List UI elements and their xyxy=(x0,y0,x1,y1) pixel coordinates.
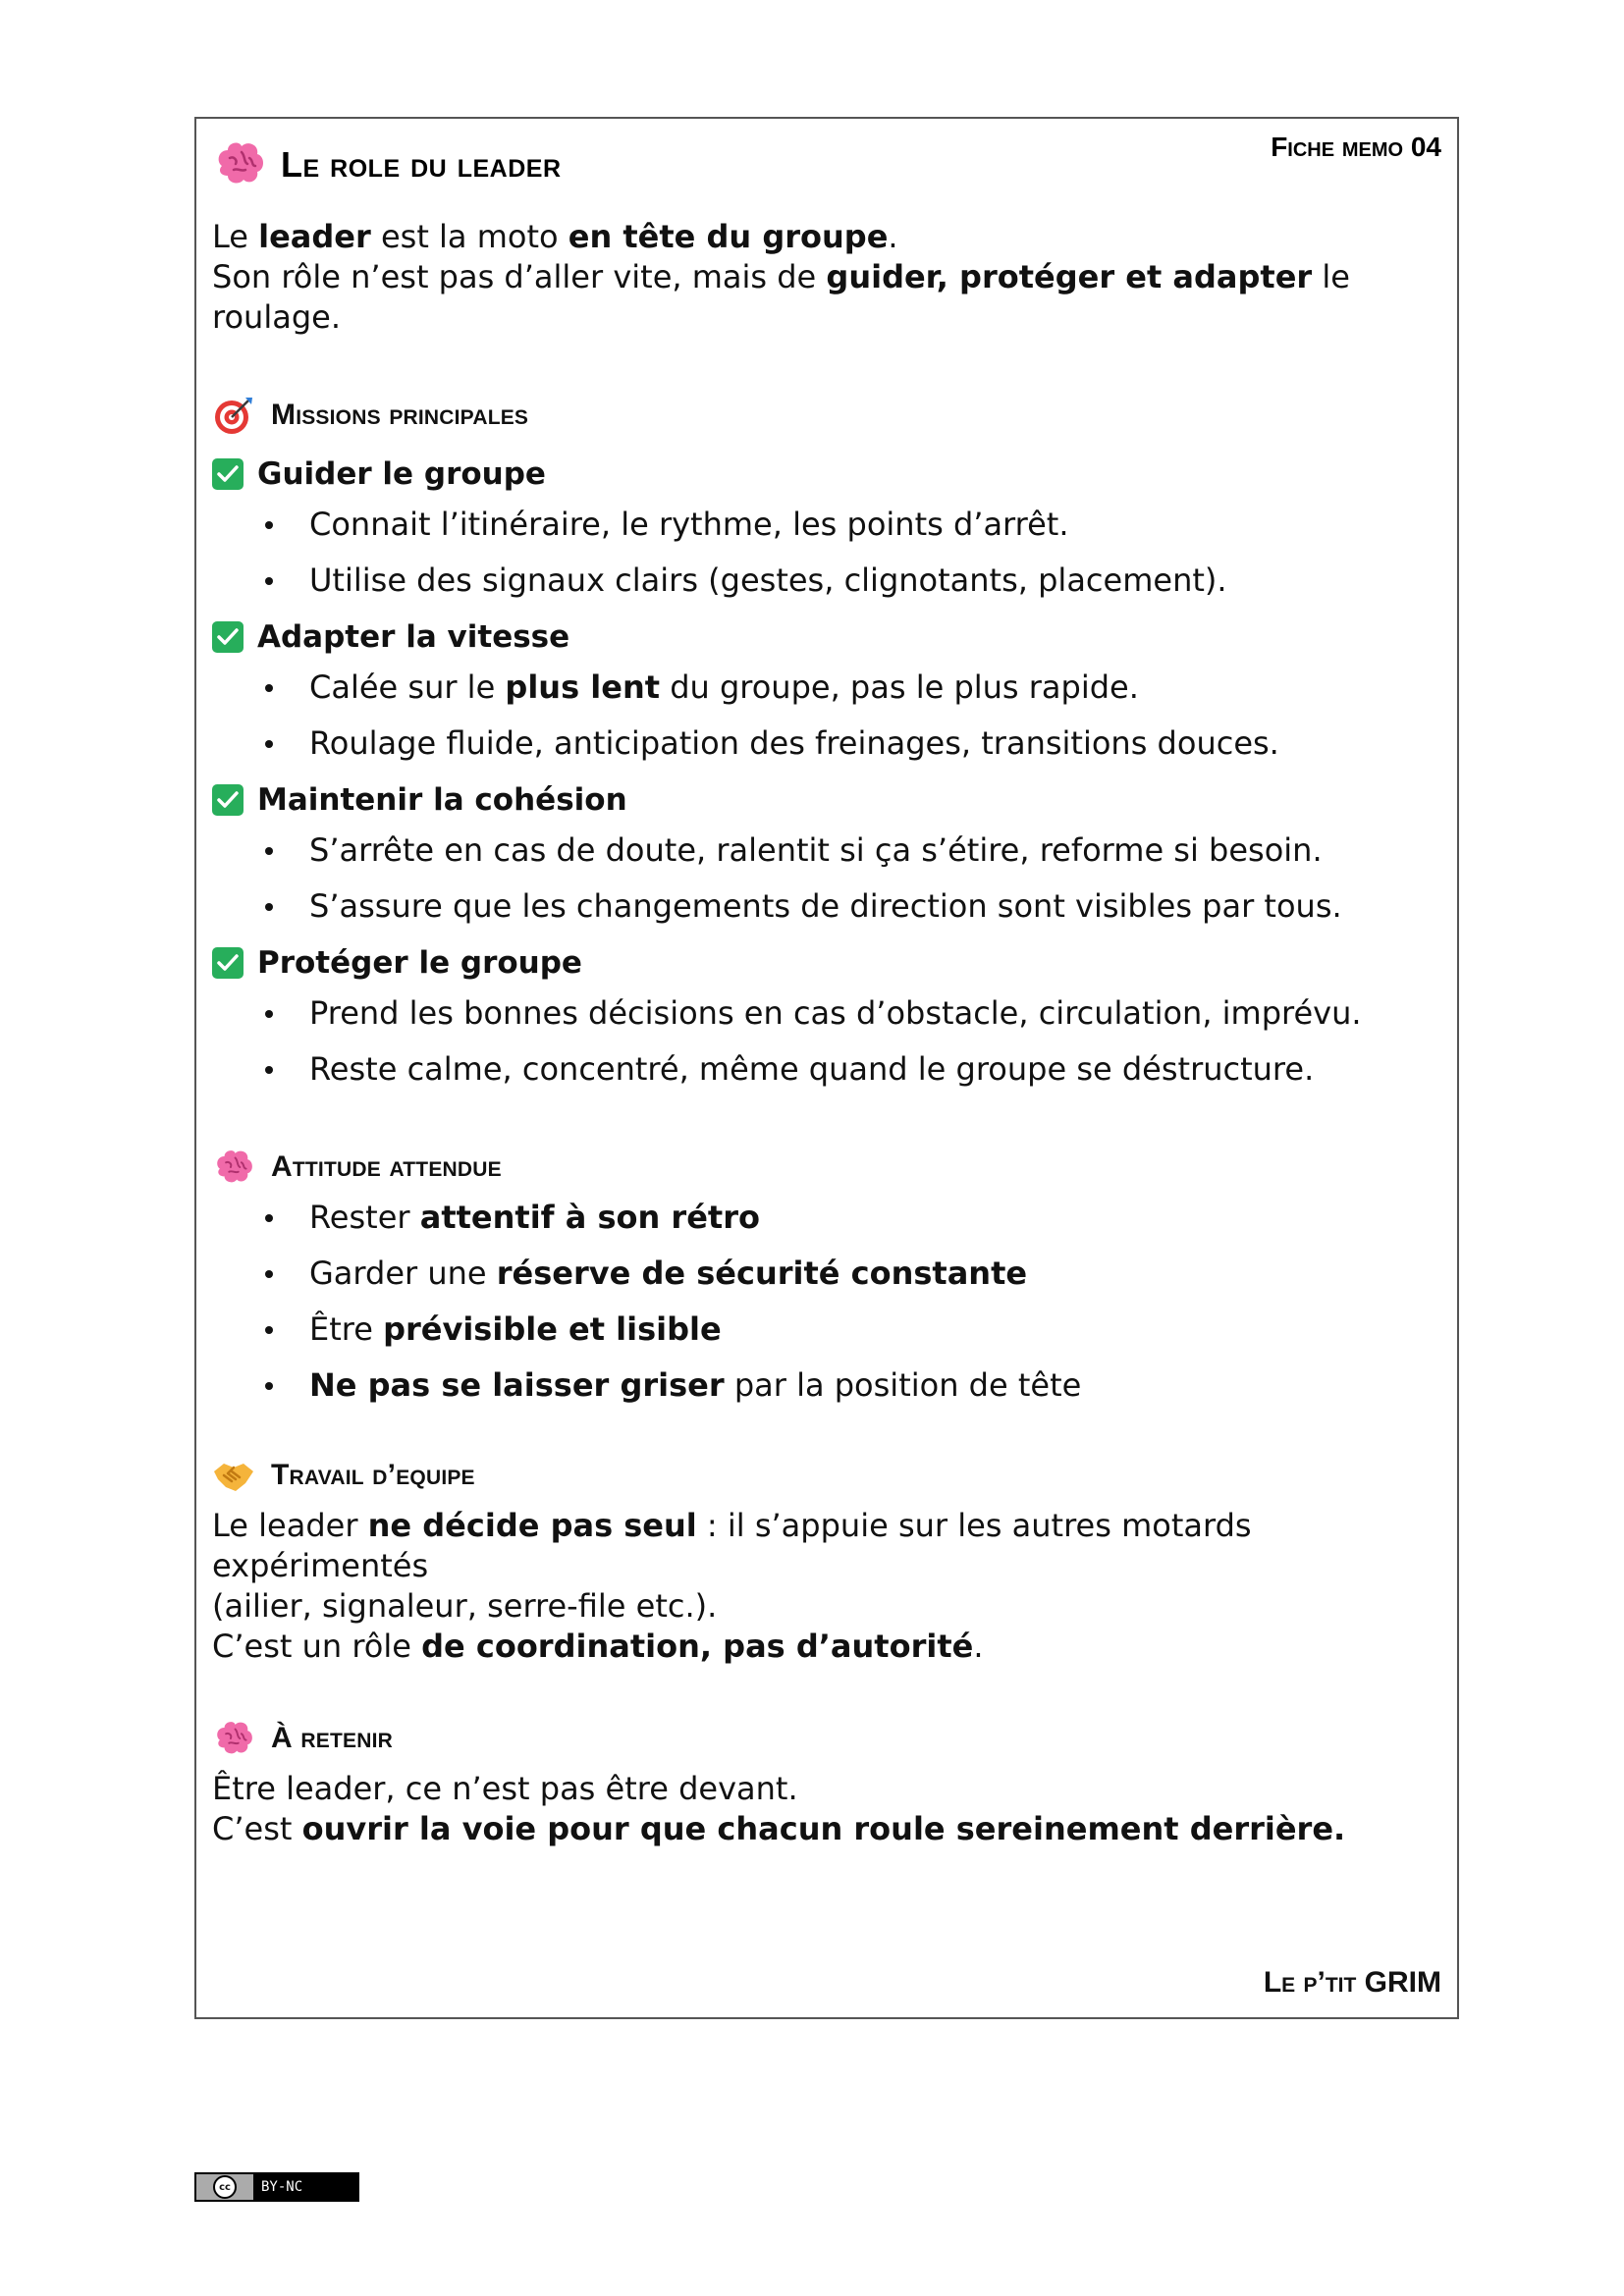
list-item: S’arrête en cas de doute, ralentit si ça s’étire, reforme si besoin. xyxy=(212,823,1441,879)
list-item: Roulage fluide, anticipation des freinages, transitions douces. xyxy=(212,716,1441,772)
header xyxy=(212,127,1441,215)
page-title: Le role du leader xyxy=(281,144,562,185)
memo-number: Fiche memo 04 xyxy=(1271,132,1441,162)
mission-cohesion xyxy=(212,777,1441,823)
target-icon xyxy=(212,394,255,437)
mission-title: Maintenir la cohésion xyxy=(257,782,627,818)
section-title: Attitude attendue xyxy=(271,1150,502,1183)
mission-title: Adapter la vitesse xyxy=(257,619,570,655)
team-line-3: C’est un rôle de coordination, pas d’autorité. xyxy=(212,1628,984,1665)
license-label: BY-NC xyxy=(253,2174,357,2200)
section-missions xyxy=(212,393,1441,438)
list-item: Garder une réserve de sécurité constante xyxy=(212,1246,1441,1302)
footer-brand: Le p’tit GRIM xyxy=(1263,1966,1441,1999)
brain-icon xyxy=(212,1717,255,1760)
mission-title: Guider le groupe xyxy=(257,456,546,492)
intro-line-2: Son rôle n’est pas d’aller vite, mais de guider, protéger et adapter le roulage. xyxy=(212,258,1350,336)
mission-guider xyxy=(212,452,1441,497)
checkbox-icon xyxy=(212,947,244,979)
content xyxy=(212,217,1441,1849)
handshake-icon xyxy=(212,1454,255,1497)
list-item: Être prévisible et lisible xyxy=(212,1302,1441,1358)
brain-icon xyxy=(212,136,267,191)
section-title: Missions principales xyxy=(271,399,529,431)
section-attitude xyxy=(212,1145,1441,1190)
cc-license-badge xyxy=(194,2172,359,2202)
memo-card xyxy=(194,117,1459,2019)
bullet-list xyxy=(212,660,1441,772)
checkbox-icon xyxy=(212,784,244,816)
section-title: Travail d’equipe xyxy=(271,1459,475,1491)
intro-line-1: Le leader est la moto en tête du groupe. xyxy=(212,218,898,255)
checkbox-icon xyxy=(212,458,244,490)
bullet-list xyxy=(212,823,1441,934)
bullet-list xyxy=(212,986,1441,1097)
bullet-list xyxy=(212,1190,1441,1414)
mission-title: Protéger le groupe xyxy=(257,945,582,981)
checkbox-icon xyxy=(212,621,244,653)
team-line-2: (ailier, signaleur, serre-file etc.). xyxy=(212,1587,718,1625)
mission-adapter xyxy=(212,614,1441,660)
bullet-list xyxy=(212,497,1441,609)
list-item: Prend les bonnes décisions en cas d’obstacle, circulation, imprévu. xyxy=(212,986,1441,1041)
list-item: Calée sur le plus lent du groupe, pas le plus rapide. xyxy=(212,660,1441,716)
list-item: Rester attentif à son rétro xyxy=(212,1190,1441,1246)
list-item: Connait l’itinéraire, le rythme, les points d’arrêt. xyxy=(212,497,1441,553)
brain-icon xyxy=(212,1146,255,1189)
list-item: Ne pas se laisser griser par la position de tête xyxy=(212,1358,1441,1414)
list-item: Reste calme, concentré, même quand le groupe se déstructure. xyxy=(212,1041,1441,1097)
mission-proteger xyxy=(212,940,1441,986)
section-title: À retenir xyxy=(271,1722,393,1754)
retain-line-1: Être leader, ce n’est pas être devant. xyxy=(212,1770,798,1807)
team-line-1: Le leader ne décide pas seul : il s’appuie sur les autres motards expérimentés xyxy=(212,1507,1252,1584)
retain-line-2: C’est ouvrir la voie pour que chacun roule sereinement derrière. xyxy=(212,1810,1346,1847)
list-item: Utilise des signaux clairs (gestes, clignotants, placement). xyxy=(212,553,1441,609)
cc-logo-icon: cc xyxy=(196,2174,253,2200)
section-retain xyxy=(212,1716,1441,1761)
section-team xyxy=(212,1453,1441,1498)
list-item: S’assure que les changements de direction sont visibles par tous. xyxy=(212,879,1441,934)
